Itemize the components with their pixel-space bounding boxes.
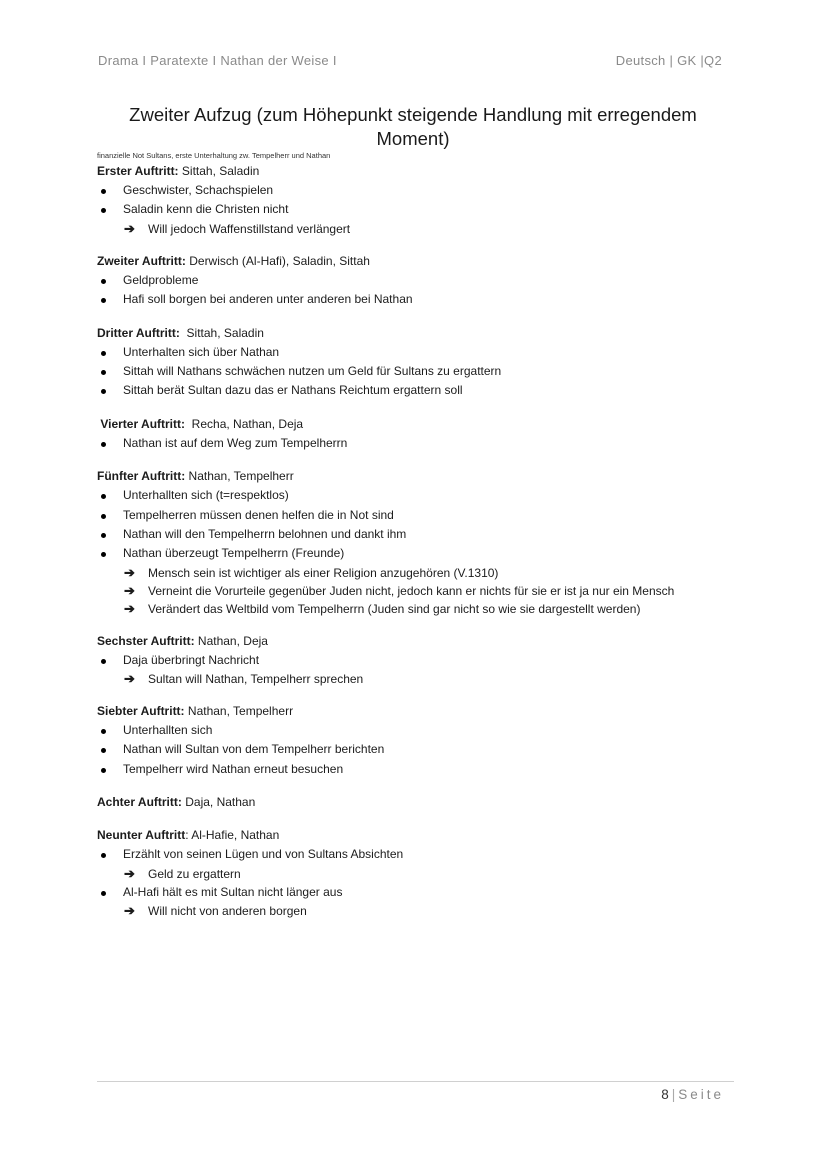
scene-heading xyxy=(97,252,737,271)
bullet-text: Sittah berät Sultan dazu das er Nathans Reichtum ergattern soll xyxy=(123,383,463,398)
page-subtitle: finanzielle Not Sultans, erste Unterhaltung zw. Tempelherr und Nathan xyxy=(97,151,331,160)
bullet-text: Unterhalten sich über Nathan xyxy=(123,344,280,359)
scene-label: Fünfter Auftritt: xyxy=(97,469,186,484)
scene-people: Derwisch (Al-Hafi), Saladin, Sittah xyxy=(185,253,370,268)
scene-label: Achter Auftritt: xyxy=(97,795,182,810)
section-gap xyxy=(97,310,737,324)
bullet-text: Nathan will Sultan von dem Tempelherr berichten xyxy=(123,742,385,757)
scene-heading xyxy=(97,702,737,721)
arrow-text: Verändert das Weltbild vom Tempelherrn (Juden sind gar nicht so wie sie dargestellt werden) xyxy=(148,601,641,616)
arrow-text: Will nicht von anderen borgen xyxy=(148,904,307,919)
bullet-item xyxy=(97,290,737,309)
scene-section xyxy=(97,415,737,453)
scene-section xyxy=(97,826,737,920)
bullet-item xyxy=(97,845,737,864)
scene-people: Recha, Nathan, Deja xyxy=(185,416,304,431)
scene-heading xyxy=(97,162,737,181)
bullet-item xyxy=(97,740,737,759)
bullet-text: Geschwister, Schachspielen xyxy=(123,183,274,197)
arrow-right-icon: ➔ xyxy=(124,220,135,236)
bullet-item xyxy=(97,883,737,902)
bullet-text: Al-Hafi hält es mit Sultan nicht länger aus xyxy=(123,884,343,899)
bullet-text: Saladin kenn die Christen nicht xyxy=(123,202,289,217)
bullet-item xyxy=(97,544,737,563)
footer-divider xyxy=(97,1081,734,1082)
scene-label: Siebter Auftritt: xyxy=(97,704,185,719)
bullet-text: Geldprobleme xyxy=(123,272,199,287)
section-gap xyxy=(97,401,737,415)
bullet-item xyxy=(97,181,737,200)
scene-heading xyxy=(97,793,737,812)
bullet-item xyxy=(97,362,737,381)
scene-label: Vierter Auftritt: xyxy=(97,416,186,431)
arrow-text: Will jedoch Waffenstillstand verlängert xyxy=(148,221,351,236)
arrow-item xyxy=(97,220,737,238)
bullet-text: Unterhallten sich xyxy=(123,723,213,738)
arrow-item xyxy=(97,564,737,582)
arrow-right-icon: ➔ xyxy=(124,582,135,598)
arrow-right-icon: ➔ xyxy=(124,903,135,919)
arrow-item xyxy=(97,865,737,883)
scene-label: Neunter Auftritt xyxy=(97,828,186,843)
bullet-text: Tempelherren müssen denen helfen die in Not sind xyxy=(123,507,394,522)
scene-section xyxy=(97,467,737,618)
footer-separator: | xyxy=(671,1087,676,1102)
bullet-text: Erzählt von seinen Lügen und von Sultans Absichten xyxy=(123,847,404,862)
scene-heading xyxy=(97,632,737,651)
scene-people: : Al-Hafie, Nathan xyxy=(185,828,280,843)
bullet-item xyxy=(97,651,737,670)
bullet-item xyxy=(97,486,737,505)
bullet-text: Nathan überzeugt Tempelherrn (Freunde) xyxy=(123,546,345,561)
bullet-item xyxy=(97,434,737,453)
arrow-item xyxy=(97,670,737,688)
scene-people: Daja, Nathan xyxy=(181,795,256,810)
arrow-item xyxy=(97,600,737,618)
bullet-item xyxy=(97,760,737,779)
scene-people: Sittah, Saladin xyxy=(178,164,260,178)
arrow-right-icon: ➔ xyxy=(124,865,135,881)
bullet-text: Sittah will Nathans schwächen nutzen um Geld für Sultans zu ergattern xyxy=(123,363,502,378)
arrow-text: Mensch sein ist wichtiger als einer Religion anzugehören (V.1310) xyxy=(148,565,499,580)
scene-section xyxy=(97,252,737,310)
scene-heading xyxy=(97,826,737,845)
bullet-text: Unterhallten sich (t=respektlos) xyxy=(123,488,289,503)
scene-heading xyxy=(97,324,737,343)
page-title: Zweiter Aufzug (zum Höhepunkt steigende Handlung mit erregendem Moment) xyxy=(129,104,697,149)
bullet-item xyxy=(97,525,737,544)
arrow-text: Sultan will Nathan, Tempelherr sprechen xyxy=(148,672,364,687)
arrow-text: Verneint die Vorurteile gegenüber Juden nicht, jedoch kann er nichts für sie er ist ja nur ein Mensch xyxy=(148,583,675,598)
scene-section xyxy=(97,702,737,779)
scene-heading xyxy=(97,415,737,434)
arrow-right-icon: ➔ xyxy=(124,671,135,687)
page-number: 8 xyxy=(661,1087,669,1102)
section-gap xyxy=(97,453,737,467)
bullet-item xyxy=(97,200,737,219)
section-gap xyxy=(97,812,737,826)
bullet-item xyxy=(97,271,737,290)
scene-label: Zweiter Auftritt: xyxy=(97,253,186,268)
page-footer xyxy=(661,1087,724,1102)
bullet-text: Tempelherr wird Nathan erneut besuchen xyxy=(123,761,344,776)
scene-people: Nathan, Deja xyxy=(194,633,268,648)
scene-label: Sechster Auftritt: xyxy=(97,633,195,648)
scene-people: Sittah, Saladin xyxy=(179,325,264,340)
arrow-item xyxy=(97,902,737,920)
bullet-text: Nathan will den Tempelherrn belohnen und dankt ihm xyxy=(123,526,407,541)
scene-label: Erster Auftritt: xyxy=(97,164,179,178)
bullet-item xyxy=(97,506,737,525)
section-gap xyxy=(97,779,737,793)
footer-label: Seite xyxy=(678,1087,724,1102)
scene-section xyxy=(97,793,737,812)
scene-list xyxy=(97,162,737,920)
arrow-text: Geld zu ergattern xyxy=(148,866,241,881)
arrow-right-icon: ➔ xyxy=(124,564,135,580)
bullet-text: Hafi soll borgen bei anderen unter anderen bei Nathan xyxy=(123,292,413,307)
scene-people: Nathan, Tempelherr xyxy=(184,704,294,719)
scene-section xyxy=(97,632,737,688)
scene-people: Nathan, Tempelherr xyxy=(185,469,294,484)
running-header-left: Drama I Paratexte I Nathan der Weise I xyxy=(98,53,337,68)
bullet-item xyxy=(97,721,737,740)
section-gap xyxy=(97,238,737,252)
arrow-item xyxy=(97,582,737,600)
bullet-text: Daja überbringt Nachricht xyxy=(123,652,260,667)
scene-section xyxy=(97,324,737,401)
scene-label: Dritter Auftritt: xyxy=(97,325,180,340)
bullet-item xyxy=(97,343,737,362)
bullet-text: Nathan ist auf dem Weg zum Tempelherrn xyxy=(123,435,348,450)
arrow-right-icon: ➔ xyxy=(124,600,135,616)
running-header-right: Deutsch | GK |Q2 xyxy=(615,53,722,68)
section-gap xyxy=(97,618,737,632)
bullet-item xyxy=(97,381,737,400)
scene-section xyxy=(97,162,737,238)
section-gap xyxy=(97,688,737,702)
scene-heading xyxy=(97,467,737,486)
